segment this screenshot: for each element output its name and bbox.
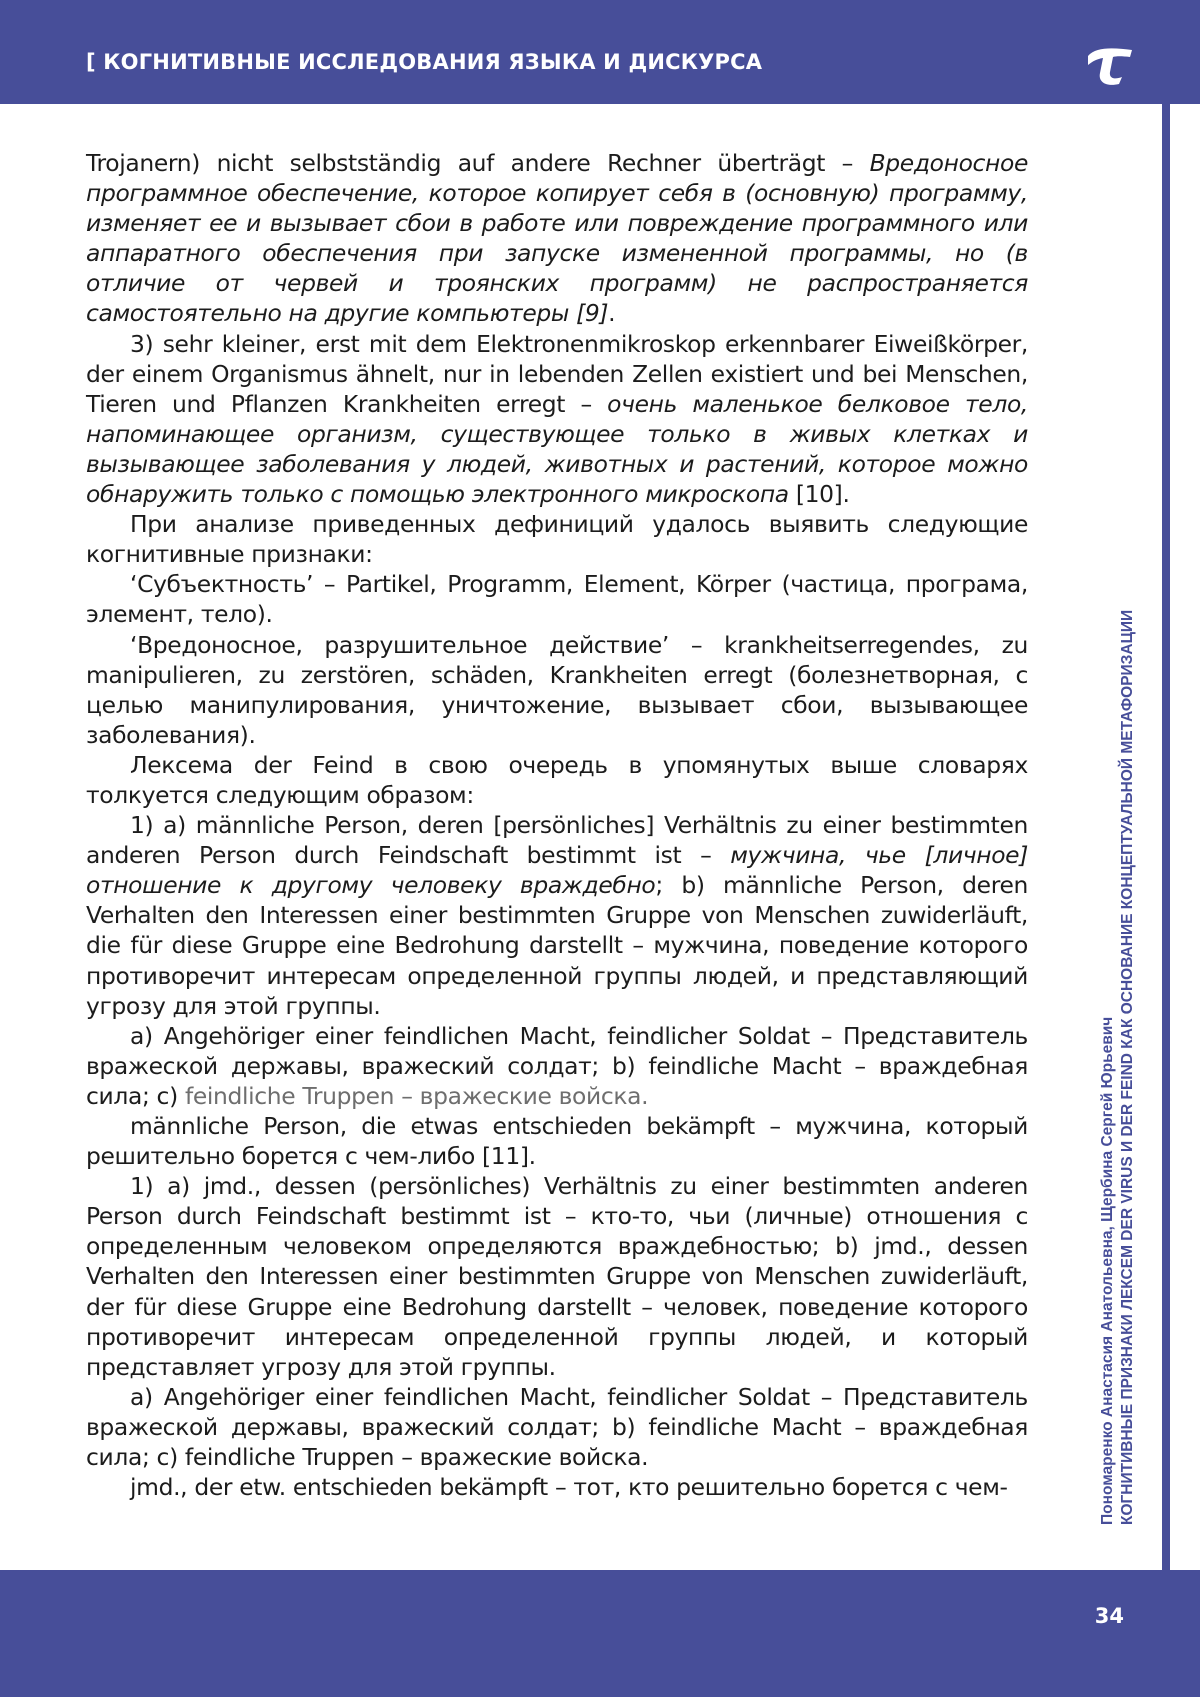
paragraph: 1) a) männliche Person, deren [persönliches] Verhältnis zu einer bestimmten anderen Person durch Feindschaft bestimmt ist – мужчина, чье [личное] отношение к другому человеку враждебно; b) männliche Person, deren Verhalten den Interessen einer bestimmten Gruppe von Menschen zuwiderläuft, die für diese Gruppe eine Bedrohung darstellt – мужчина, поведение которого противоречит интересам определенной группы людей, и представляющий угрозу для этой группы. <box>86 811 1028 1020</box>
paragraph: a) Angehöriger einer feindlichen Macht, feindlicher Soldat – Представитель вражеской державы, вражеский солдат; b) feindliche Macht – враждебная сила; c) feindliche Truppen – вражеские войска. <box>86 1021 1028 1110</box>
side-running-head <box>1098 545 1138 1525</box>
paragraph: ‘Вредоносное, разрушительное действие’ – krankheitserregendes, zu manipulieren, zu zerstören, schäden, Krankheiten erregt (болезнетворная, с целью манипулирования, уничтожение, вызывает сбои, вызывающее заболевания). <box>86 630 1028 749</box>
page-footer-band <box>0 1570 1200 1697</box>
paragraph: Trojanern) nicht selbstständig auf andere Rechner überträgt – Вредоносное программное обеспечение, которое копирует себя в (основную) программу, изменяет ее и вызывает сбои в работе или повреждение программного или аппаратного обеспечения при запуске измененной программы, но (в отличие от червей и троянских программ) не распространяется самостоятельно на другие компьютеры [9]. <box>86 149 1028 328</box>
journal-logo-icon <box>1086 44 1134 86</box>
side-article-title: КОГНИТИВНЫЕ ПРИЗНАКИ ЛЕКСЕМ DER VIRUS И DER FEIND КАК ОСНОВАНИЕ КОНЦЕПТУАЛЬНОЙ МЕТАФОРИЗАЦИИ <box>1119 609 1136 1525</box>
paragraph: 3) sehr kleiner, erst mit dem Elektronenmikroskop erkennbarer Eiweißkörper, der einem Organismus ähnelt, nur in lebenden Zellen existiert und bei Menschen, Tieren und Pflanzen Krankheiten erregt – очень маленькое белковое тело, напоминающее организм, существующее только в живых клетках и вызывающее заболевания у людей, животных и растений, которое можно обнаружить только с помощью электронного микроскопа [10]. <box>86 329 1028 509</box>
journal-header-band <box>0 0 1200 104</box>
paragraph: jmd., der etw. entschieden bekämpft – тот, кто решительно борется с чем- <box>130 1473 1008 1502</box>
page-number: 34 <box>1094 1604 1124 1628</box>
paragraph: a) Angehöriger einer feindlichen Macht, feindlicher Soldat – Представитель вражеской державы, вражеский солдат; b) feindliche Macht – враждебная сила; c) feindliche Truppen – вражеские войска. <box>86 1382 1028 1472</box>
paragraph: ‘Субъектность’ – Partikel, Programm, Element, Körper (частица, програма, элемент, тело). <box>86 570 1028 629</box>
journal-title: [ КОГНИТИВНЫЕ ИССЛЕДОВАНИЯ ЯЗЫКА И ДИСКУРСА <box>86 50 763 74</box>
paragraph: При анализе приведенных дефиниций удалось выявить следующие когнитивные признаки: <box>86 510 1028 569</box>
article-body <box>86 148 1028 1502</box>
paragraph: 1) a) jmd., dessen (persönliches) Verhältnis zu einer bestimmten anderen Person durch Feindschaft bestimmt ist – кто-то, чьи (личные) отношения с определенным человеком определяются враждебностью; b) jmd., dessen Verhalten den Interessen einer bestimmten Gruppe von Menschen zuwiderläuft, der für diese Gruppe eine Bedrohung darstellt – человек, поведение которого противоречит интересам определенной группы людей, и который представляет угрозу для этой группы. <box>86 1172 1028 1381</box>
side-accent-bar <box>1162 104 1170 1570</box>
paragraph: Лексема der Feind в свою очередь в упомянутых выше словарях толкуется следующим образом: <box>86 750 1028 809</box>
side-authors: Пономаренко Анастасия Анатольевна, Щербина Сергей Юрьевич <box>1099 1016 1116 1525</box>
paragraph: männliche Person, die etwas entschieden bekämpft – мужчина, который решительно борется с чем-либо [11]. <box>86 1112 1028 1171</box>
